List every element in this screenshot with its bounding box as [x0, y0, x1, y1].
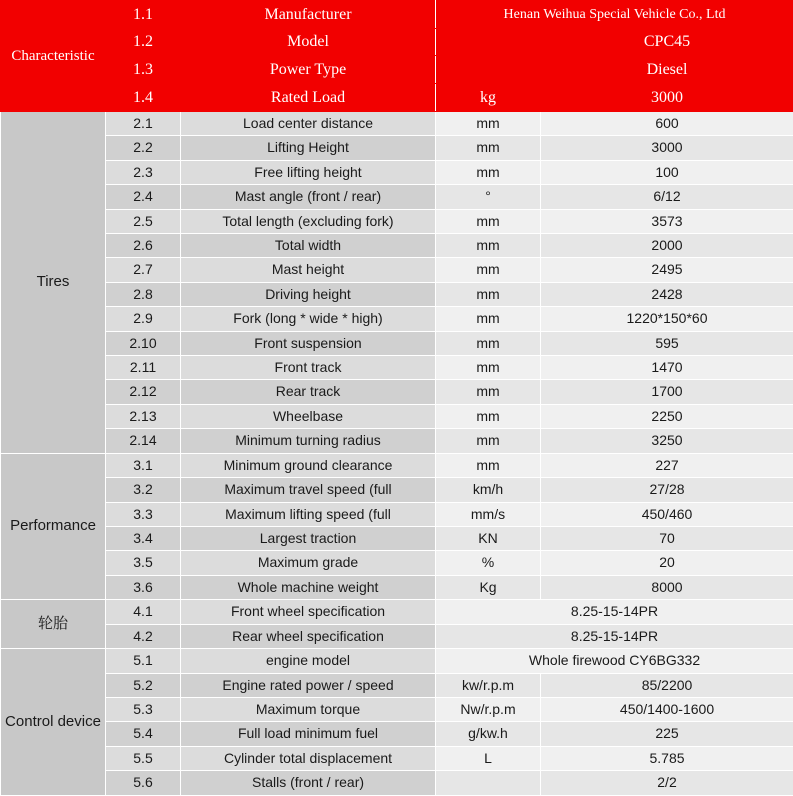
row-unit: mm: [436, 380, 541, 404]
row-number: 2.8: [106, 282, 181, 306]
row-value: 100: [541, 160, 793, 184]
row-value: 1220*150*60: [541, 307, 793, 331]
row-item: Maximum travel speed (full: [181, 478, 436, 502]
row-unit: mm: [436, 160, 541, 184]
table-row: [1, 1, 793, 29]
row-item: Total length (excluding fork): [181, 209, 436, 233]
row-item: Lifting Height: [181, 136, 436, 160]
row-unit: mm: [436, 209, 541, 233]
row-item: Mast height: [181, 258, 436, 282]
table-row: [1, 356, 793, 380]
row-unit: °: [436, 185, 541, 209]
table-row: [1, 331, 793, 355]
row-item: Wheelbase: [181, 404, 436, 428]
row-number: 2.11: [106, 356, 181, 380]
row-unit: mm: [436, 111, 541, 135]
row-value: 3000: [541, 136, 793, 160]
row-value: 8.25-15-14PR: [436, 600, 793, 624]
table-row: [1, 526, 793, 550]
row-item: Engine rated power / speed: [181, 673, 436, 697]
row-item: Rear track: [181, 380, 436, 404]
row-number: 5.1: [106, 649, 181, 673]
row-unit: [436, 28, 541, 56]
row-value: 2250: [541, 404, 793, 428]
row-value: 3250: [541, 429, 793, 453]
row-number: 3.4: [106, 526, 181, 550]
row-value: 6/12: [541, 185, 793, 209]
row-number: 2.10: [106, 331, 181, 355]
table-row: [1, 380, 793, 404]
row-unit: mm: [436, 307, 541, 331]
row-item: Whole machine weight: [181, 575, 436, 599]
table-row: [1, 649, 793, 673]
row-value: 227: [541, 453, 793, 477]
row-item: Front wheel specification: [181, 600, 436, 624]
row-unit: mm: [436, 233, 541, 257]
table-row: [1, 307, 793, 331]
table-row: [1, 160, 793, 184]
row-value: 1470: [541, 356, 793, 380]
row-item: Minimum ground clearance: [181, 453, 436, 477]
row-number: 2.1: [106, 111, 181, 135]
row-unit: %: [436, 551, 541, 575]
group-label-2: Tires: [1, 111, 106, 453]
group-label-1: Characteristic: [1, 1, 106, 112]
table-row: [1, 429, 793, 453]
row-item: Total width: [181, 233, 436, 257]
group-label-3: Performance: [1, 453, 106, 600]
table-row: [1, 111, 793, 135]
row-unit: mm: [436, 331, 541, 355]
row-item: Front suspension: [181, 331, 436, 355]
table-row: [1, 600, 793, 624]
table-row: [1, 551, 793, 575]
table-row: [1, 478, 793, 502]
table-row: [1, 722, 793, 746]
row-unit: Nw/r.p.m: [436, 697, 541, 721]
table-row: [1, 28, 793, 56]
row-unit: L: [436, 746, 541, 770]
table-row: [1, 185, 793, 209]
row-value: 595: [541, 331, 793, 355]
table-row: [1, 136, 793, 160]
row-value: 2495: [541, 258, 793, 282]
row-unit: mm: [436, 258, 541, 282]
row-item: Rated Load: [181, 84, 436, 112]
row-item: Load center distance: [181, 111, 436, 135]
row-item: engine model: [181, 649, 436, 673]
row-value: 2428: [541, 282, 793, 306]
row-number: 1.2: [106, 28, 181, 56]
row-unit: kg: [436, 84, 541, 112]
row-unit: mm: [436, 356, 541, 380]
row-value: 70: [541, 526, 793, 550]
table-row: [1, 209, 793, 233]
row-number: 2.14: [106, 429, 181, 453]
row-unit: mm/s: [436, 502, 541, 526]
row-number: 2.9: [106, 307, 181, 331]
row-value: 3000: [541, 84, 793, 112]
row-item: Free lifting height: [181, 160, 436, 184]
row-unit: Kg: [436, 575, 541, 599]
row-value: 8000: [541, 575, 793, 599]
table-row: [1, 746, 793, 770]
row-number: 3.3: [106, 502, 181, 526]
row-item: Fork (long * wide * high): [181, 307, 436, 331]
row-number: 2.12: [106, 380, 181, 404]
row-value: Diesel: [541, 56, 793, 84]
row-number: 4.1: [106, 600, 181, 624]
row-number: 2.3: [106, 160, 181, 184]
row-item: Power Type: [181, 56, 436, 84]
row-number: 5.5: [106, 746, 181, 770]
row-unit: [436, 56, 541, 84]
row-value: 3573: [541, 209, 793, 233]
table-row: [1, 282, 793, 306]
row-unit: mm: [436, 429, 541, 453]
row-number: 3.6: [106, 575, 181, 599]
table-row: [1, 56, 793, 84]
group-label-4: 轮胎: [1, 600, 106, 649]
row-number: 2.5: [106, 209, 181, 233]
table-row: [1, 233, 793, 257]
row-unit: g/kw.h: [436, 722, 541, 746]
table-row: [1, 502, 793, 526]
row-item: Maximum grade: [181, 551, 436, 575]
row-unit: mm: [436, 453, 541, 477]
row-number: 2.6: [106, 233, 181, 257]
row-item: Mast angle (front / rear): [181, 185, 436, 209]
table-row: [1, 771, 793, 796]
row-number: 1.1: [106, 1, 181, 29]
row-value: 600: [541, 111, 793, 135]
row-item: Cylinder total displacement: [181, 746, 436, 770]
table-row: [1, 404, 793, 428]
row-number: 2.13: [106, 404, 181, 428]
row-number: 2.2: [106, 136, 181, 160]
row-unit: KN: [436, 526, 541, 550]
table-row: [1, 673, 793, 697]
row-value: 225: [541, 722, 793, 746]
table-row: [1, 697, 793, 721]
row-item: Model: [181, 28, 436, 56]
row-number: 3.5: [106, 551, 181, 575]
table-body: [1, 1, 793, 796]
row-value: Whole firewood CY6BG332: [436, 649, 793, 673]
row-value: 2000: [541, 233, 793, 257]
row-number: 3.2: [106, 478, 181, 502]
row-item: Largest traction: [181, 526, 436, 550]
row-number: 5.3: [106, 697, 181, 721]
group-label-5: Control device: [1, 649, 106, 796]
row-value: 27/28: [541, 478, 793, 502]
table-row: [1, 624, 793, 648]
row-item: Manufacturer: [181, 1, 436, 29]
row-unit: mm: [436, 282, 541, 306]
row-value: 450/1400-1600: [541, 697, 793, 721]
row-number: 5.2: [106, 673, 181, 697]
row-unit: mm: [436, 136, 541, 160]
row-unit: kw/r.p.m: [436, 673, 541, 697]
row-item: Full load minimum fuel: [181, 722, 436, 746]
row-number: 2.4: [106, 185, 181, 209]
row-number: 5.6: [106, 771, 181, 796]
row-value: CPC45: [541, 28, 793, 56]
row-value: 85/2200: [541, 673, 793, 697]
row-value: 5.785: [541, 746, 793, 770]
row-number: 3.1: [106, 453, 181, 477]
table-row: [1, 258, 793, 282]
row-number: 2.7: [106, 258, 181, 282]
row-number: 1.3: [106, 56, 181, 84]
row-unit: km/h: [436, 478, 541, 502]
row-number: 5.4: [106, 722, 181, 746]
row-value: 20: [541, 551, 793, 575]
row-value: 1700: [541, 380, 793, 404]
row-value: 450/460: [541, 502, 793, 526]
row-unit: [436, 771, 541, 796]
row-item: Front track: [181, 356, 436, 380]
row-item: Maximum lifting speed (full: [181, 502, 436, 526]
table-row: [1, 84, 793, 112]
row-number: 1.4: [106, 84, 181, 112]
row-unit: mm: [436, 404, 541, 428]
row-item: Stalls (front / rear): [181, 771, 436, 796]
row-value: 8.25-15-14PR: [436, 624, 793, 648]
row-value: Henan Weihua Special Vehicle Co., Ltd: [436, 1, 793, 29]
row-item: Driving height: [181, 282, 436, 306]
table-row: [1, 453, 793, 477]
row-number: 4.2: [106, 624, 181, 648]
row-item: Maximum torque: [181, 697, 436, 721]
table-row: [1, 575, 793, 599]
row-item: Minimum turning radius: [181, 429, 436, 453]
row-value: 2/2: [541, 771, 793, 796]
row-item: Rear wheel specification: [181, 624, 436, 648]
